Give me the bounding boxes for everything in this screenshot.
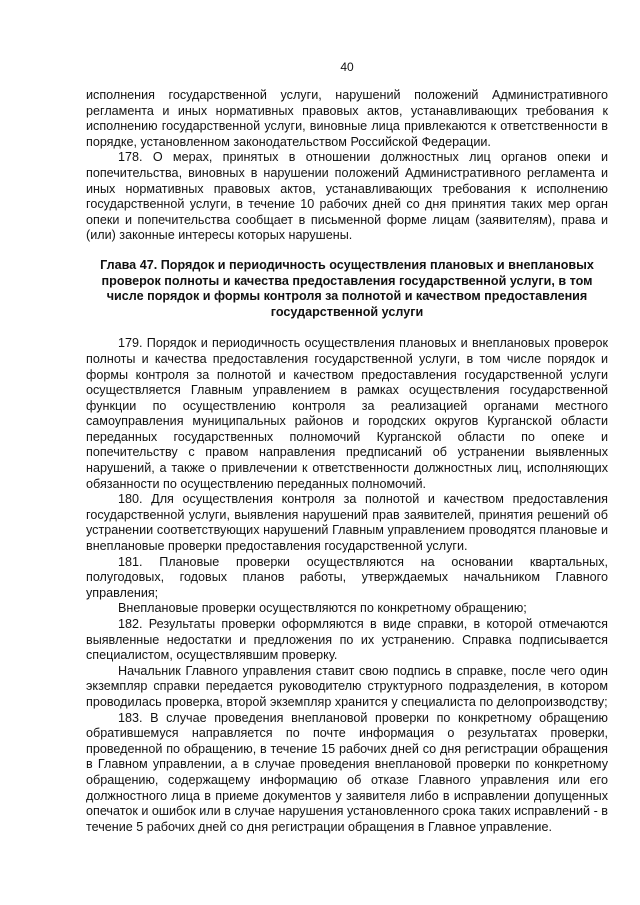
paragraph-178: 178. О мерах, принятых в отношении должностных лиц органов опеки и попечительства, виновных в нарушении положений Административного регламента и иных нормативных правовых актов, устанавливающих требования к исполнению государственной услуги, в течение 10 рабочих дней со дня принятия таких мер орган опеки и попечительства сообщает в письменной форме лицам (заявителям), права и (или) законные интересы которых нарушены. bbox=[86, 150, 608, 243]
paragraph-181: 181. Плановые проверки осуществляются на основании квартальных, полугодовых, годовых планов работы, утверждаемых начальником Главного управления; bbox=[86, 554, 608, 600]
paragraph-continuation: исполнения государственной услуги, нарушений положений Административного регламента и иных нормативных правовых актов, устанавливающих требования к исполнению государственной услуги, виновные лица привлекаются к ответственности в порядке, установленном законодательством Российской Федерации. bbox=[86, 88, 608, 149]
paragraph-182: 182. Результаты проверки оформляются в виде справки, в которой отмечаются выявленные недостатки и предложения по их устранению. Справка подписывается специалистом, осуществлявшим проверку. bbox=[86, 617, 608, 663]
paragraph-180: 180. Для осуществления контроля за полнотой и качеством предоставления государственной услуги, выявления нарушений прав заявителей, принятия решений об устранении соответствующих нарушений Главным управлением проводятся плановые и внеплановые проверки предоставления государственной услуги. bbox=[86, 492, 608, 554]
paragraph-179: 179. Порядок и периодичность осуществления плановых и внеплановых проверок полноты и качества предоставления государственной услуги, в том числе порядок и формы контроля за полнотой и качеством предоставления государственной услуги осуществляется Главным управлением в рамках осуществления государственной функции по осуществлению контроля за реализацией органами местного самоуправления муниципальных районов и городских округов Курганской области переданных государственных полномочий Курганской области по опеке и попечительству с правом направления предписаний об устранении выявленных нарушений, а также о привлечении к ответственности должностных лиц, исполняющих обязанности по осуществлению переданных полномочий. bbox=[86, 336, 608, 491]
paragraph-head-signature: Начальник Главного управления ставит свою подпись в справке, после чего один экземпляр справки передается руководителю структурного подразделения, в котором проводилась проверка, второй экземпляр хранится у специалиста по делопроизводству; bbox=[86, 663, 608, 709]
paragraph-unscheduled-checks: Внеплановые проверки осуществляются по конкретному обращению; bbox=[118, 601, 527, 616]
page-number: 40 bbox=[340, 60, 354, 74]
paragraph-183: 183. В случае проведения внеплановой проверки по конкретному обращению обратившемуся направляется по почте информация о результатах проверки, проведенной по обращению, в течение 15 рабочих дней со дня регистрации обращения в Главном управлении, а в случае проведения внеплановой проверки по конкретному обращению, содержащему информацию об отказе Главного управления или его должностного лица в приеме документов у заявителя либо в исправлении допущенных опечаток и ошибок или в случае нарушения установленного срока таких исправлений - в течение 5 рабочих дней со дня регистрации обращения в Главное управление. bbox=[86, 710, 608, 834]
chapter-title: Глава 47. Порядок и периодичность осуществления плановых и внеплановых проверок полноты и качества предоставления государственной услуги, в том числе порядок и формы контроля за полнотой и качеством предоставления государственной услуги bbox=[100, 257, 594, 319]
